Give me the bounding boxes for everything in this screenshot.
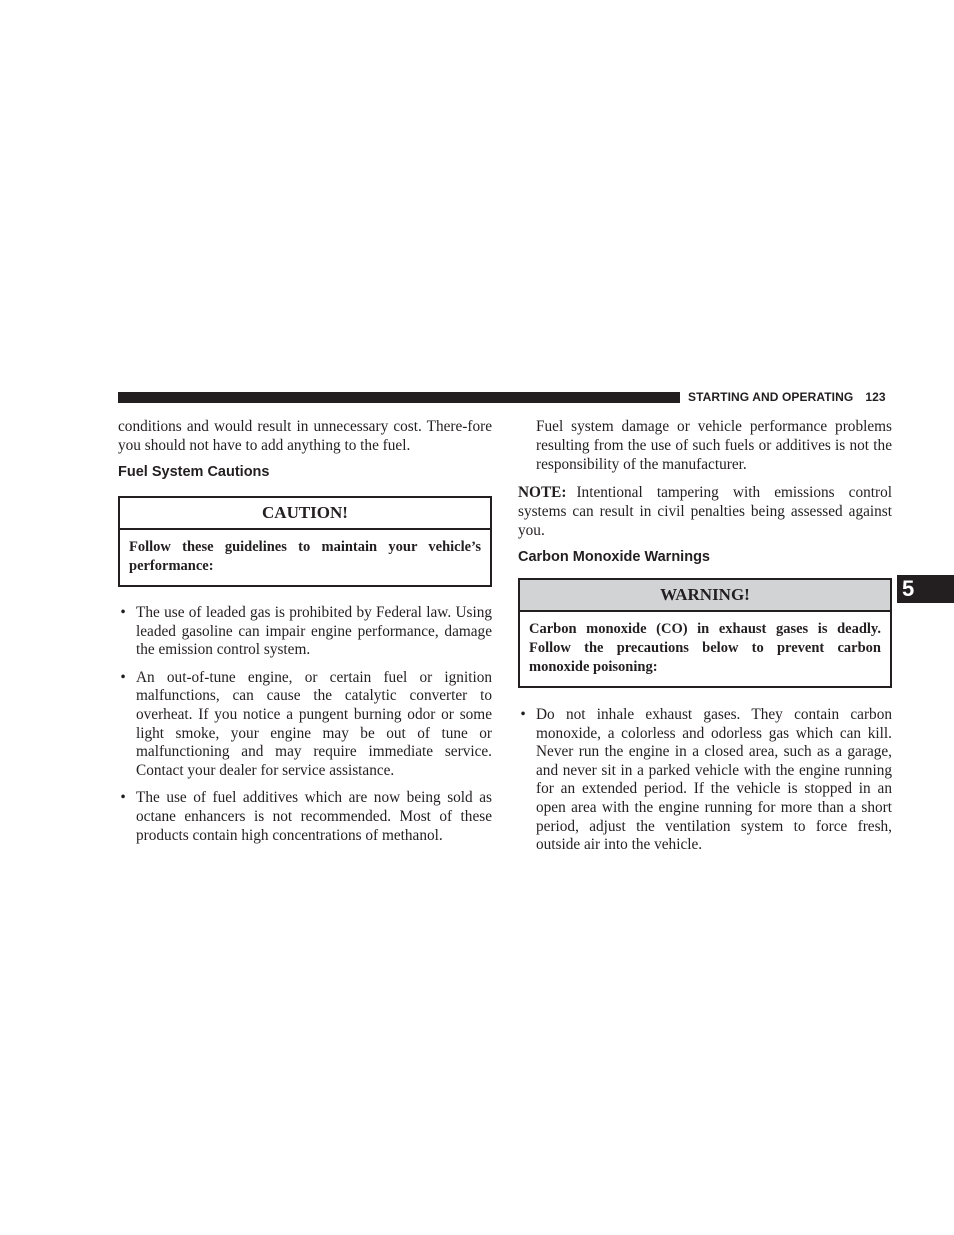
bullet-icon: • bbox=[520, 706, 526, 723]
left-column bbox=[118, 417, 492, 845]
running-header bbox=[688, 390, 886, 404]
intro-paragraph: conditions and would result in unnecessary cost. There-fore you should not have to add anything to the fuel. bbox=[118, 418, 492, 454]
bullet-icon: • bbox=[120, 668, 126, 686]
bullet-icon: • bbox=[120, 789, 126, 807]
bullet-icon: • bbox=[120, 604, 126, 621]
header-rule bbox=[118, 392, 680, 403]
page-number: 123 bbox=[865, 390, 886, 404]
section-heading-fuel-system-cautions: Fuel System Cautions bbox=[118, 464, 270, 480]
warning-title: WARNING! bbox=[520, 580, 890, 612]
list-item: • The use of leaded gas is prohibited by Federal law. Using leaded gasoline can impair engine performance, damage the emission control system. bbox=[118, 604, 492, 660]
note-text: Intentional tampering with emissions control systems can result in civil penalties being assessed against you. bbox=[518, 484, 892, 539]
caution-box bbox=[118, 496, 492, 587]
continuation-paragraph: Fuel system damage or vehicle performance problems resulting from the use of such fuels or additives is not the responsibility of the manufacturer. bbox=[536, 418, 892, 473]
chapter-tab: 5 bbox=[897, 575, 954, 603]
fuel-caution-list bbox=[118, 604, 492, 845]
note-paragraph bbox=[518, 483, 892, 540]
right-column bbox=[518, 417, 892, 855]
list-item: • The use of fuel additives which are now being sold as octane enhancers is not recommended. Most of these products contain high concentrations of methanol. bbox=[118, 789, 492, 845]
caution-body: Follow these guidelines to maintain your vehicle’s performance: bbox=[129, 539, 481, 574]
warning-body: Carbon monoxide (CO) in exhaust gases is deadly. Follow the precautions below to prevent carbon monoxide poisoning: bbox=[529, 621, 881, 675]
carbon-monoxide-list bbox=[518, 706, 892, 855]
section-heading-carbon-monoxide-warnings: Carbon Monoxide Warnings bbox=[518, 549, 710, 565]
note-label: NOTE: bbox=[518, 484, 567, 501]
list-item: • Do not inhale exhaust gases. They contain carbon monoxide, a colorless and odorless gas which can kill. Never run the engine in a closed area, such as a garage, and never sit in a parked vehicle with the engine running for an extended period. If the vehicle is stopped in an open area with the engine running for more than a short period, adjust the ventilation system to force fresh, outside air into the vehicle. bbox=[518, 706, 892, 855]
list-item: • An out-of-tune engine, or certain fuel or ignition malfunctions, can cause the catalytic converter to overheat. If you notice a pungent burning odor or some light smoke, your engine may be out of tune or malfunctioning and may require immediate service. Contact your dealer for service assistance. bbox=[118, 669, 492, 781]
warning-box bbox=[518, 578, 892, 688]
section-title: STARTING AND OPERATING bbox=[688, 390, 854, 404]
caution-title: CAUTION! bbox=[120, 498, 490, 530]
